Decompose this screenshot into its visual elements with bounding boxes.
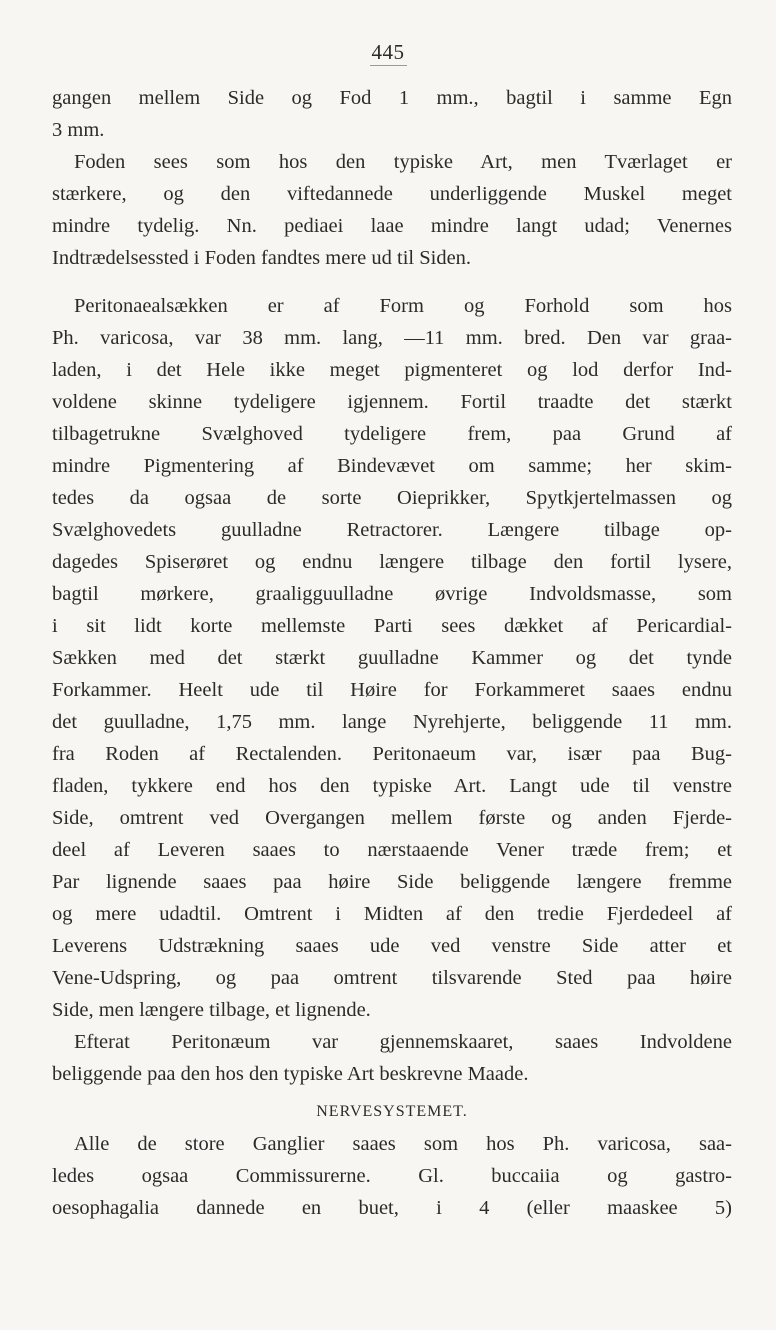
paragraph-start-line: Efterat Peritonæum var gjennemskaaret, saaes Indvoldene <box>74 1031 732 1053</box>
section-heading: NERVESYSTEMET. <box>316 1103 468 1120</box>
text-line: beliggende paa den hos den typiske Art beskrevne Maade. <box>52 1063 529 1085</box>
paragraph-start-line: Alle de store Ganglier saaes som hos Ph. varicosa, saa- <box>74 1133 732 1155</box>
text-line: fladen, tykkere end hos den typiske Art. Langt ude til venstre <box>52 775 732 797</box>
text-line: tilbagetrukne Svælghoved tydeligere frem, paa Grund af <box>52 423 732 445</box>
text-line: Par lignende saaes paa høire Side beliggende længere fremme <box>52 871 732 893</box>
text-line: laden, i det Hele ikke meget pigmenteret og lod derfor Ind- <box>52 359 732 381</box>
text-line: Ph. varicosa, var 38 mm. lang, —11 mm. bred. Den var graa- <box>52 327 732 349</box>
text-line: 3 mm. <box>52 119 105 141</box>
page-number: 445 <box>371 40 405 64</box>
text-line: Svælghovedets guulladne Retractorer. Længere tilbage op- <box>52 519 732 541</box>
text-line: ledes ogsaa Commissurerne. Gl. buccaiia og gastro- <box>52 1165 732 1187</box>
text-line: Leverens Udstrækning saaes ude ved venstre Side atter et <box>52 935 732 957</box>
text-line: mindre tydelig. Nn. pediaei laae mindre langt udad; Venernes <box>52 215 732 237</box>
text-line: stærkere, og den viftedannede underliggende Muskel meget <box>52 183 732 205</box>
paragraph-start-line: Foden sees som hos den typiske Art, men Tværlaget er <box>74 151 732 173</box>
body-text <box>52 82 732 1224</box>
text-line: dagedes Spiserøret og endnu længere tilbage den fortil lysere, <box>52 551 732 573</box>
text-line: det guulladne, 1,75 mm. lange Nyrehjerte, beliggende 11 mm. <box>52 711 732 733</box>
text-line: Side, men længere tilbage, et lignende. <box>52 999 371 1021</box>
paragraph-start-line: Peritonaealsækken er af Form og Forhold som hos <box>74 295 732 317</box>
text-line: fra Roden af Rectalenden. Peritonaeum var, især paa Bug- <box>52 743 732 765</box>
text-line: Indtrædelsessted i Foden fandtes mere ud til Siden. <box>52 247 472 269</box>
text-line: og mere udadtil. Omtrent i Midten af den tredie Fjerdedeel af <box>52 903 732 925</box>
text-line: gangen mellem Side og Fod 1 mm., bagtil i samme Egn <box>52 87 732 109</box>
text-line: i sit lidt korte mellemste Parti sees dækket af Pericardial- <box>52 615 732 637</box>
paragraph-gap <box>52 274 732 290</box>
text-line: Side, omtrent ved Overgangen mellem første og anden Fjerde- <box>52 807 732 829</box>
text-line: deel af Leveren saaes to nærstaaende Vener træde frem; et <box>52 839 732 861</box>
text-line: Forkammer. Heelt ude til Høire for Forkammeret saaes endnu <box>52 679 732 701</box>
text-line: oesophagalia dannede en buet, i 4 (eller maaskee 5) <box>52 1197 732 1219</box>
text-line: tedes da ogsaa de sorte Oieprikker, Spytkjertelmassen og <box>52 487 732 509</box>
text-line: Sækken med det stærkt guulladne Kammer og det tynde <box>52 647 732 669</box>
text-line: Vene-Udspring, og paa omtrent tilsvarende Sted paa høire <box>52 967 732 989</box>
text-line: mindre Pigmentering af Bindevævet om samme; her skim- <box>52 455 732 477</box>
text-line: bagtil mørkere, graaligguulladne øvrige Indvoldsmasse, som <box>52 583 732 605</box>
text-line: voldene skinne tydeligere igjennem. Fortil traadte det stærkt <box>52 391 732 413</box>
